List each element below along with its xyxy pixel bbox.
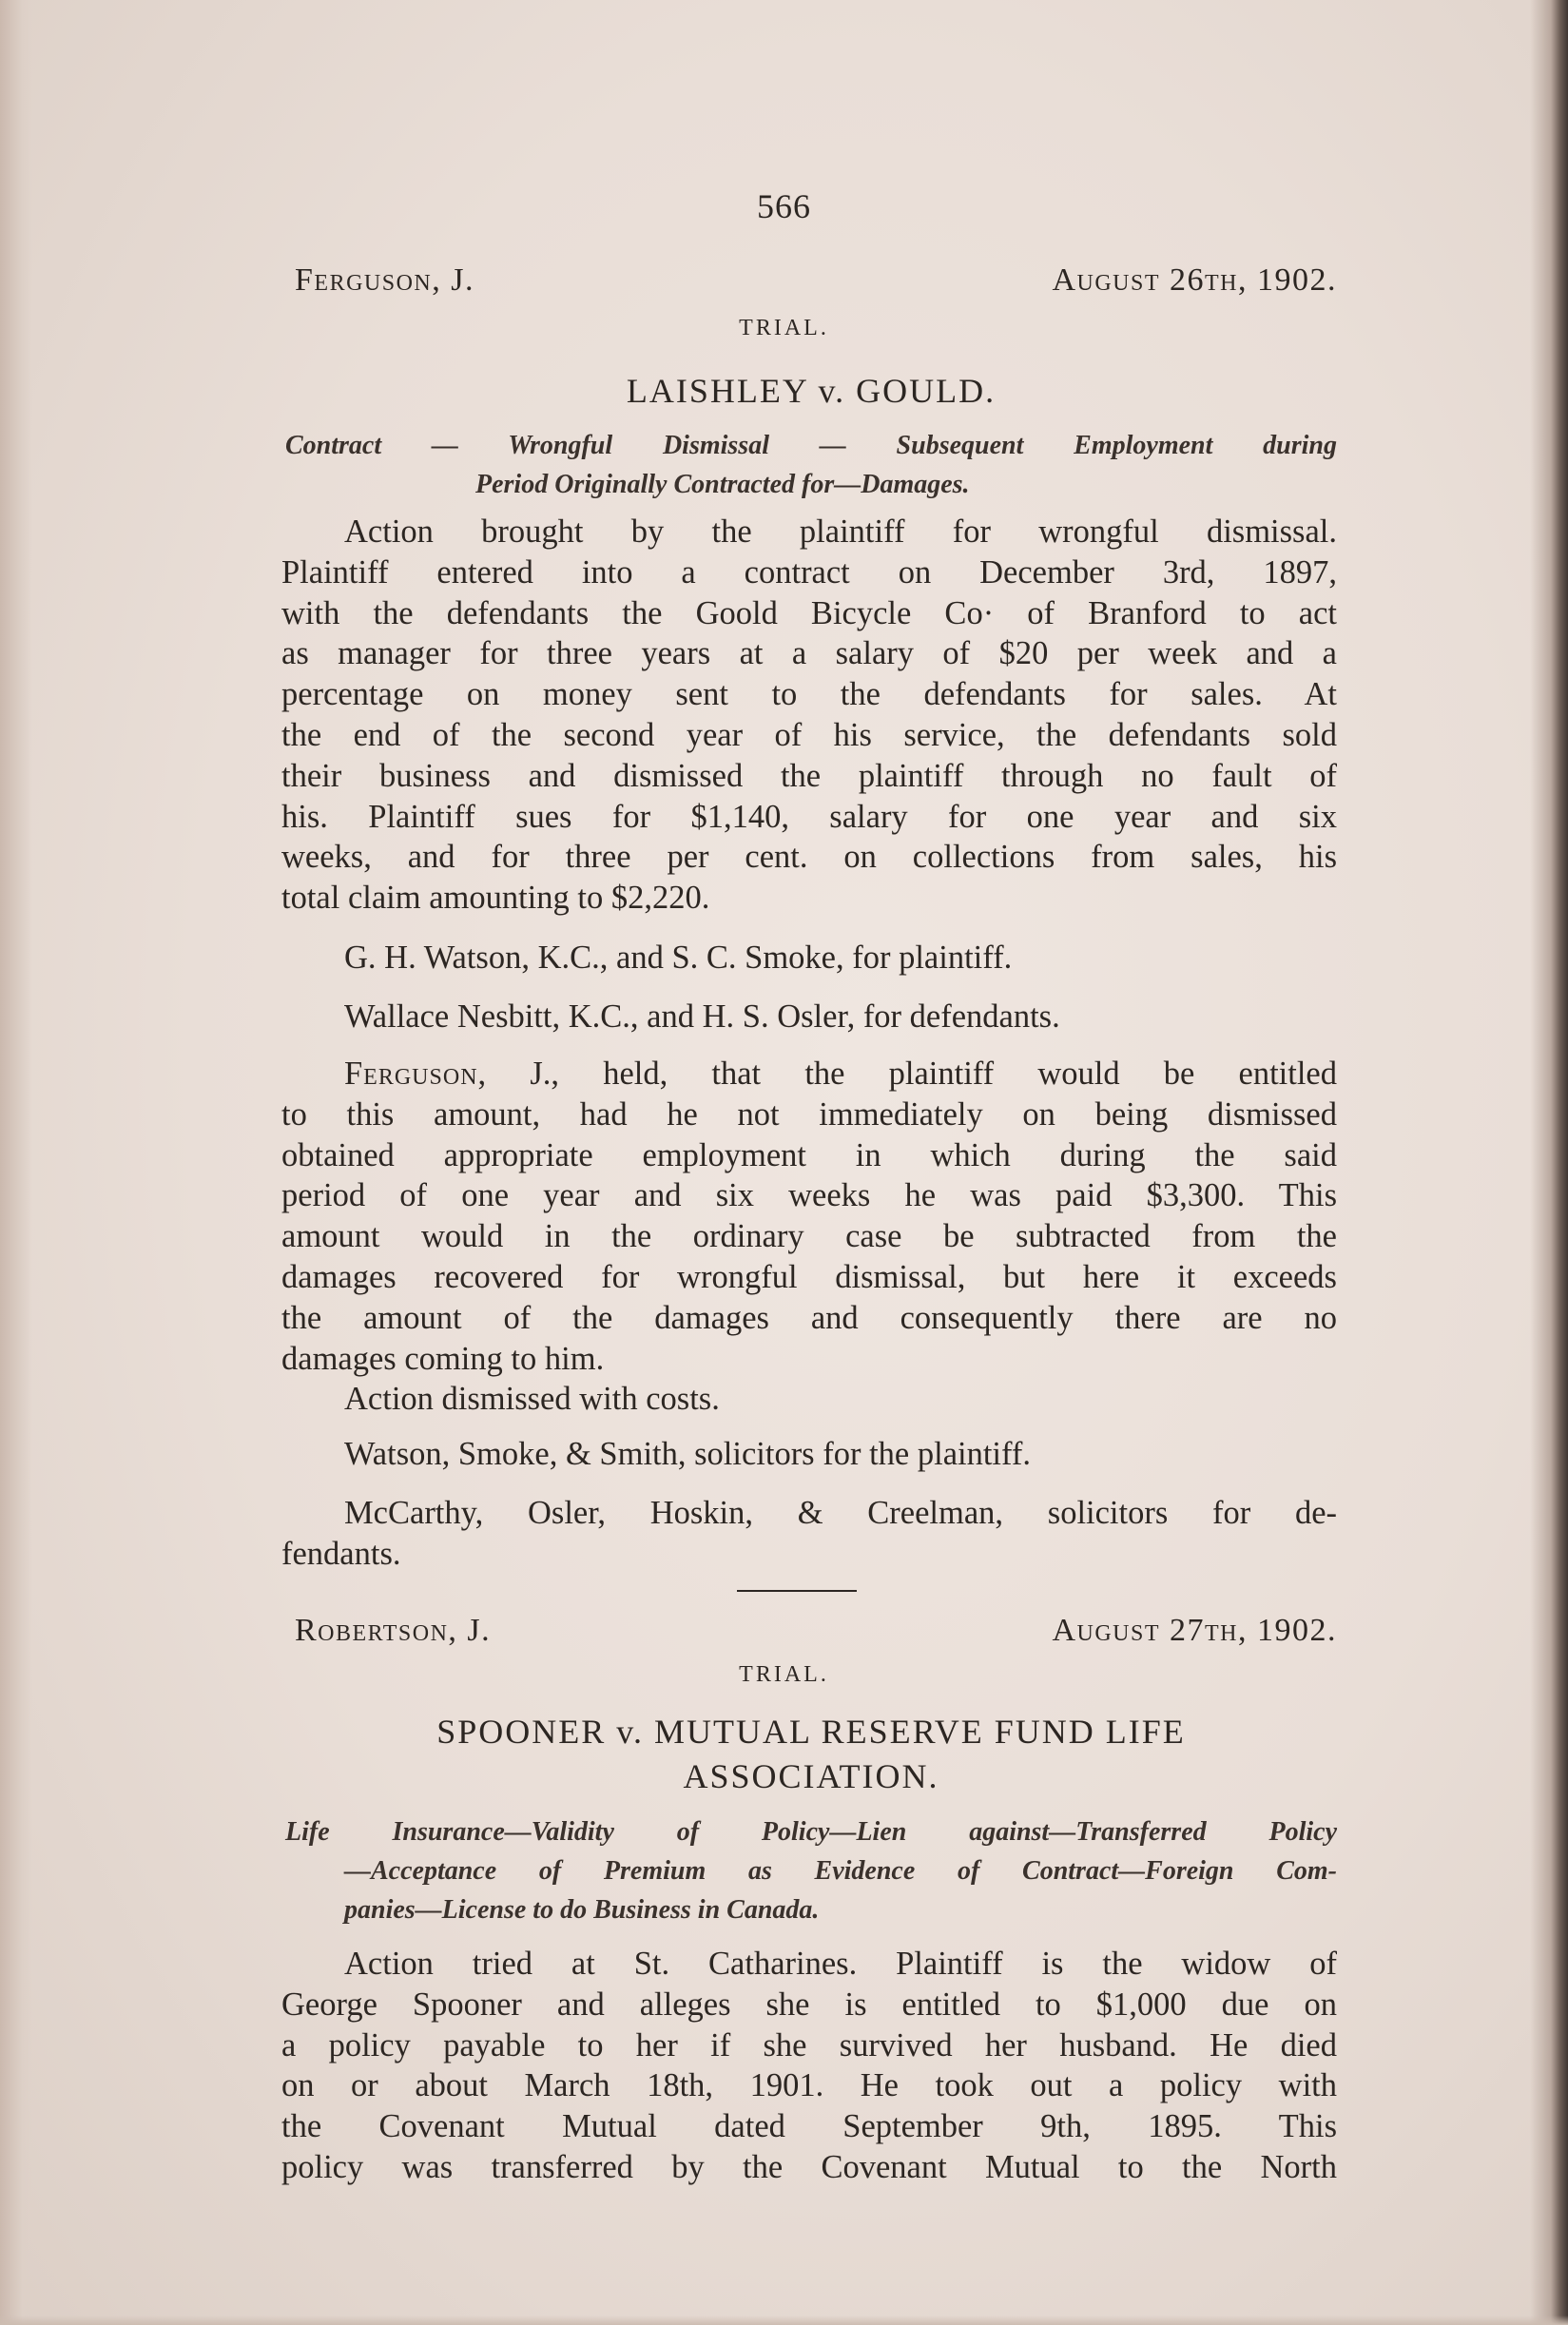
text-line: to this amount, had he not immediately on being dismissed <box>281 1095 1337 1133</box>
page-number: 566 <box>757 187 811 225</box>
section-divider <box>737 1590 857 1592</box>
text-line: the amount of the damages and consequently there are no <box>281 1299 1337 1336</box>
text-line: Wallace Nesbitt, K.C., and H. S. Osler, for defendants. <box>344 998 1060 1035</box>
text-line: period of one year and six weeks he was paid $3,300. This <box>281 1177 1337 1214</box>
text-line: amount would in the ordinary case be subtracted from the <box>281 1218 1337 1255</box>
text-line: on or about March 18th, 1901. He took out a policy with <box>281 2067 1337 2104</box>
case2-headnote <box>285 1812 1337 1929</box>
text-line: total claim amounting to $2,220. <box>281 880 710 917</box>
text-line: weeks, and for three per cent. on collections from sales, his <box>281 839 1337 876</box>
case1-counsel-plaintiff <box>281 938 1337 978</box>
case1-judge: Ferguson, J. <box>295 262 474 298</box>
case1-title: LAISHLEY v. GOULD. <box>626 372 997 410</box>
text-line: Plaintiff entered into a contract on December 3rd, 1897, <box>281 553 1337 591</box>
text-line: policy was transferred by the Covenant Mutual to the North <box>281 2148 1337 2185</box>
case1-judgment <box>281 1054 1337 1420</box>
page-bottom-edge <box>0 2315 1568 2325</box>
text-line: Action brought by the plaintiff for wrongful dismissal. <box>344 513 1337 550</box>
case2-header <box>295 1613 1337 1649</box>
case1-statement <box>281 512 1337 919</box>
text-line: Action dismissed with costs. <box>344 1381 720 1418</box>
case2-date: August 27th, 1902. <box>1052 1613 1337 1648</box>
case2-statement <box>281 1944 1337 2188</box>
text-line: damages coming to him. <box>281 1340 605 1377</box>
text-line: with the defendants the Goold Bicycle Co· of Branford to act <box>281 594 1337 631</box>
case2-trial-label: TRIAL. <box>739 1662 829 1687</box>
case1-date: August 26th, 1902. <box>1052 262 1337 298</box>
case1-headnote-line: Contract — Wrongful Dismissal — Subsequent Employment during <box>285 431 1337 460</box>
case1-solicitors-defendants <box>281 1493 1337 1575</box>
text-line: obtained appropriate employment in which during the said <box>281 1136 1337 1173</box>
case2-title-line: ASSOCIATION. <box>683 1757 939 1795</box>
text-line: a policy payable to her if she survived her husband. He died <box>281 2026 1337 2063</box>
text-line: fendants. <box>281 1535 401 1572</box>
text-line: Watson, Smoke, & Smith, solicitors for the plaintiff. <box>344 1436 1031 1472</box>
text-line: damages recovered for wrongful dismissal, but here it exceeds <box>281 1258 1337 1295</box>
case2-title <box>285 1710 1337 1799</box>
case2-judge: Robertson, J. <box>295 1613 492 1648</box>
case2-title-line: SPOONER v. MUTUAL RESERVE FUND LIFE <box>436 1713 1186 1751</box>
case2-headnote-line: panies—License to do Business in Canada. <box>344 1895 820 1925</box>
text-line: their business and dismissed the plaintiff through no fault of <box>281 757 1337 794</box>
book-spine-edge <box>1530 0 1568 2325</box>
case1-trial-label: TRIAL. <box>739 316 829 340</box>
case1-solicitors-plaintiff <box>281 1434 1337 1475</box>
text-line: the Covenant Mutual dated September 9th, 1895. This <box>281 2108 1337 2145</box>
text-line: the end of the second year of his service, the defendants sold <box>281 716 1337 753</box>
case2-headnote-line: —Acceptance of Premium as Evidence of Contract—Foreign Com- <box>344 1856 1337 1886</box>
text-line: McCarthy, Osler, Hoskin, & Creelman, solicitors for de- <box>344 1495 1337 1531</box>
case1-headnote <box>285 426 1337 504</box>
case2-headnote-line: Life Insurance—Validity of Policy—Lien against—Transferred Policy <box>285 1817 1337 1847</box>
text-line: Action tried at St. Catharines. Plaintiff is the widow of <box>344 1946 1337 1982</box>
text-line: G. H. Watson, K.C., and S. C. Smoke, for plaintiff. <box>344 940 1013 976</box>
text-line: as manager for three years at a salary of $20 per week and a <box>281 635 1337 672</box>
page-left-margin-shadow <box>0 0 32 2325</box>
case1-counsel-defendants <box>281 997 1337 1037</box>
case1-headnote-line: Period Originally Contracted for—Damages. <box>475 470 970 499</box>
text-line: George Spooner and alleges she is entitled to $1,000 due on <box>281 1986 1337 2023</box>
text-line: Ferguson, J., held, that the plaintiff would be entitled <box>344 1056 1337 1092</box>
case1-header <box>295 262 1337 299</box>
text-line: his. Plaintiff sues for $1,140, salary for one year and six <box>281 798 1337 835</box>
text-line: percentage on money sent to the defendants for sales. At <box>281 676 1337 713</box>
